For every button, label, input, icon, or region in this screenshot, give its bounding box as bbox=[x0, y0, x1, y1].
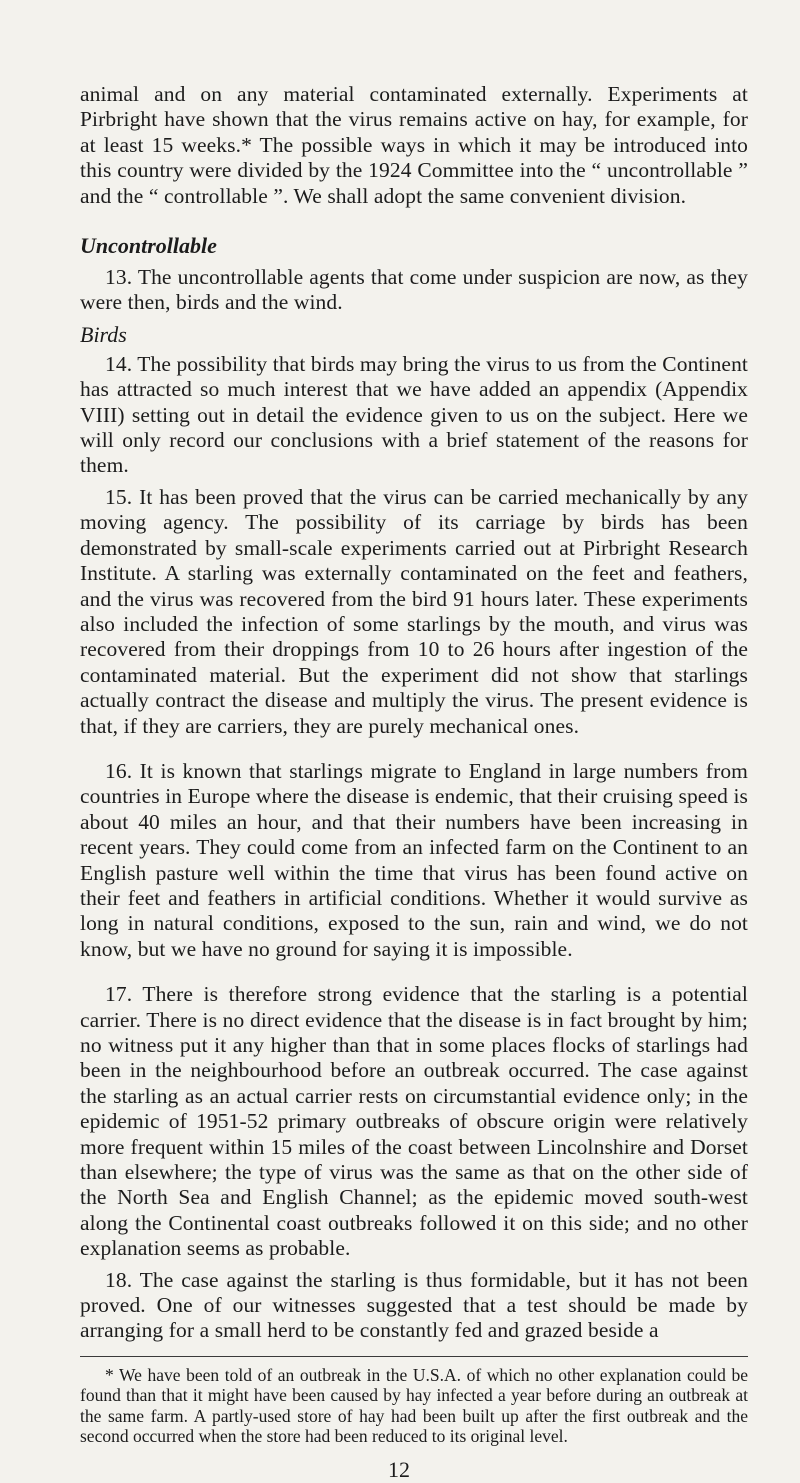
paragraph-intro: animal and on any material contaminated externally. Experiments at Pirbright have shown that the virus remains active on hay, for example, for at least 15 weeks.* The possible ways in which it may be introduced into this country were divided by the 1924 Committee into the “ uncontrollable ” and the “ controllable ”. We shall adopt the same convenient division. bbox=[80, 82, 748, 208]
paragraph-18: 18. The case against the starling is thus formidable, but it has not been proved. One of our witnesses suggested that a test should be made by arranging for a small herd to be constantly fed and grazed beside a bbox=[80, 1267, 748, 1343]
paragraph-13: 13. The uncontrollable agents that come under suspicion are now, as they were then, birds and the wind. bbox=[80, 265, 748, 315]
page-number: 12 bbox=[388, 1456, 410, 1482]
footnote: * We have been told of an outbreak in the U.S.A. of which no other explanation could be found than that it might have been caused by hay infected a year before during an outbreak at the same farm. A partly-used store of hay had been built up after the first outbreak and the second occurred when the store had been reduced to its original level. bbox=[80, 1364, 748, 1447]
section-heading: Uncontrollable bbox=[80, 233, 217, 259]
paragraph-15: 15. It has been proved that the virus can be carried mechanically by any moving agency. The possibility of its carriage by birds has been demonstrated by small-scale experiments carried out at Pirbright Research Institute. A starling was externally contaminated on the feet and feathers, and the virus was recovered from the bird 91 hours later. These experiments also included the infection of some starlings by the mouth, and virus was recovered from their droppings from 10 to 26 hours after ingestion of the contaminated material. But the experiment did not show that starlings actually contract the disease and multiply the virus. The present evidence is that, if they are carriers, they are purely mechanical ones. bbox=[80, 484, 748, 738]
subsection-heading: Birds bbox=[80, 321, 127, 347]
paragraph-17: 17. There is therefore strong evidence that the starling is a potential carrier. There is no direct evidence that the disease is in fact brought by him; no witness put it any higher than that in some places flocks of starlings had been in the neighbourhood before an outbreak occurred. The case against the starling as an actual carrier rests on circumstantial evidence only; in the epidemic of 1951-52 primary outbreaks of obscure origin were relatively more frequent within 15 miles of the coast between Lincolnshire and Dorset than elsewhere; the type of virus was the same as that on the other side of the North Sea and English Channel; as the epidemic moved south-west along the Continental coast outbreaks followed it on this side; and no other explanation seems as probable. bbox=[80, 982, 748, 1261]
paragraph-14: 14. The possibility that birds may bring the virus to us from the Continent has attracted so much interest that we have added an appendix (Appendix VIII) setting out in detail the evidence given to us on the subject. Here we will only record our conclusions with a brief statement of the reasons for them. bbox=[80, 351, 748, 478]
footnote-divider bbox=[80, 1356, 748, 1357]
paragraph-16: 16. It is known that starlings migrate to England in large numbers from countries in Europe where the disease is endemic, that their cruising speed is about 40 miles an hour, and that their numbers have been increasing in recent years. They could come from an infected farm on the Continent to an English pasture well within the time that virus has been found active on their feet and feathers in artificial conditions. Whether it would survive as long in natural conditions, exposed to the sun, rain and wind, we do not know, but we have no ground for saying it is impossible. bbox=[80, 758, 748, 961]
